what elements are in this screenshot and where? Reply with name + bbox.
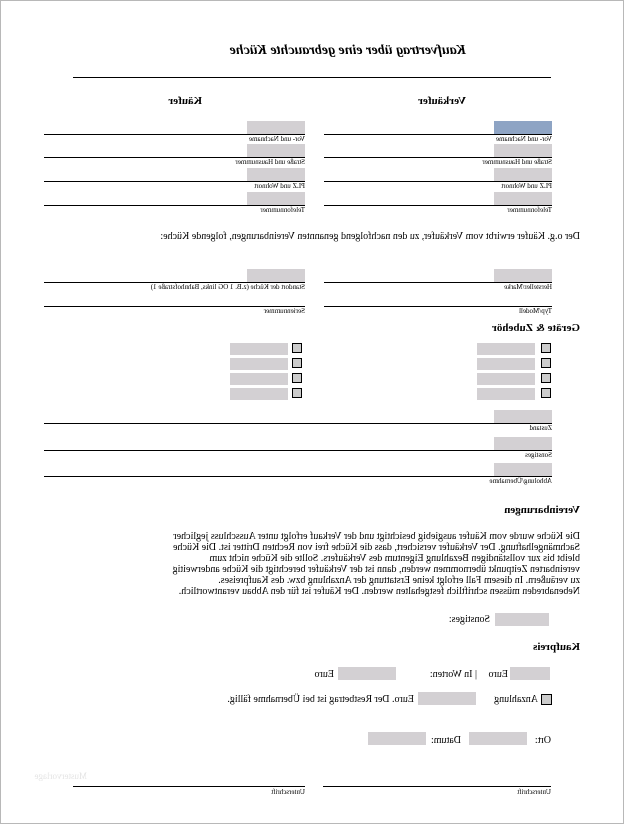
deposit-label: Anzahlung xyxy=(494,694,538,705)
agreements-line-2: Sachmängelhaftung. Der Verkäufer versichert, dass die Küche frei von Rechten Dritter ist. Die Küche xyxy=(173,542,580,553)
buyer-name-input[interactable] xyxy=(247,121,305,134)
location-input[interactable] xyxy=(247,269,305,282)
appliance-input-2[interactable] xyxy=(477,358,535,370)
price-euro-label-2: Euro xyxy=(314,669,334,680)
appliance-checkbox-3[interactable] xyxy=(541,373,551,383)
appliance-checkbox-6[interactable] xyxy=(292,358,302,368)
agreements-line-1: Die Küche wurde vom Käufer ausgiebig besichtigt und der Verkauf erfolgt unter Ausschluss jeglicher xyxy=(173,531,580,542)
misc-label: Sonstiges xyxy=(525,451,552,459)
appliance-input-4[interactable] xyxy=(477,388,535,400)
condition-label: Zustand xyxy=(529,424,552,432)
buyer-street-label: Straße und Hausnummer xyxy=(235,158,305,166)
appliance-input-1[interactable] xyxy=(477,343,535,355)
appliance-input-3[interactable] xyxy=(477,373,535,385)
condition-input[interactable] xyxy=(494,410,552,423)
seller-street-input[interactable] xyxy=(494,144,552,157)
appliance-input-8[interactable] xyxy=(230,388,288,400)
price-euro-label: Euro xyxy=(488,669,508,680)
deposit-checkbox[interactable] xyxy=(541,694,552,705)
signature-left-label: Unterschrift xyxy=(517,788,551,796)
pickup-label: Abholung/Übernahme xyxy=(489,477,552,485)
seller-city-input[interactable] xyxy=(494,168,552,181)
seller-name-input[interactable] xyxy=(494,121,552,134)
appliance-checkbox-7[interactable] xyxy=(292,373,302,383)
pickup-input[interactable] xyxy=(494,463,552,476)
title-rule xyxy=(73,77,551,78)
appliance-input-5[interactable] xyxy=(230,343,288,355)
buyer-street-input[interactable] xyxy=(247,144,305,157)
location-label: Standort der Küche (z.B. 1 OG links, Bahnhofstraße 1) xyxy=(150,283,305,291)
place-label: Ort: xyxy=(534,735,551,746)
watermark: Mustervorlage xyxy=(34,771,87,781)
seller-phone-label: Telefonnummer xyxy=(507,206,552,214)
manufacturer-label: Hersteller/Marke xyxy=(504,283,552,291)
signature-right-label: Unterschrift xyxy=(271,788,305,796)
signature-right-line xyxy=(73,786,305,787)
appliance-input-6[interactable] xyxy=(230,358,288,370)
manufacturer-input[interactable] xyxy=(494,269,552,282)
agreements-misc-label: Sonstiges: xyxy=(448,614,490,625)
appliance-checkbox-2[interactable] xyxy=(541,358,551,368)
buyer-city-input[interactable] xyxy=(247,168,305,181)
price-amount-input[interactable] xyxy=(510,667,550,680)
appliance-input-7[interactable] xyxy=(230,373,288,385)
seller-heading: Verkäufer xyxy=(418,95,466,107)
date-input[interactable] xyxy=(368,732,426,745)
agreements-line-5: zu veräußern. In diesem Fall erfolgt keine Erstattung der Anzahlung bzw. des Kaufpreises. xyxy=(218,575,580,586)
deposit-amount-input[interactable] xyxy=(418,692,476,705)
agreements-misc-input[interactable] xyxy=(495,613,549,626)
seller-street-label: Straße und Hausnummer xyxy=(482,158,552,166)
appliance-checkbox-8[interactable] xyxy=(292,388,302,398)
place-input[interactable] xyxy=(469,732,527,745)
deposit-suffix: Euro. Der Restbetrag ist bei Übernahme fällig. xyxy=(227,694,414,705)
mirrored-document xyxy=(1,1,623,823)
signature-left-line xyxy=(323,786,551,787)
seller-city-label: PLZ und Wohnort xyxy=(501,182,552,190)
intro-text: Der o.g. Käufer erwirbt vom Verkäufer, zu den nachfolgend genannten Vereinbarungen, folgende Küche: xyxy=(160,231,580,242)
appliance-checkbox-5[interactable] xyxy=(292,343,302,353)
price-in-words-label: | In Worten: xyxy=(429,669,477,680)
serial-label: Seriennummer xyxy=(263,307,305,315)
buyer-city-label: PLZ und Wohnort xyxy=(254,182,305,190)
buyer-phone-label: Telefonnummer xyxy=(260,206,305,214)
misc-input[interactable] xyxy=(494,437,552,450)
agreements-line-4: vereinbarten Zeitpunkt übernommen werden, dann ist der Verkäufer berechtigt die Küche anderweitig xyxy=(172,564,580,575)
appliance-checkbox-4[interactable] xyxy=(541,388,551,398)
date-label: Datum: xyxy=(431,735,461,746)
buyer-heading: Käufer xyxy=(168,95,202,107)
page-title: Kaufvertrag über eine gebrauchte Küche xyxy=(229,43,466,58)
buyer-phone-input[interactable] xyxy=(247,192,305,205)
seller-name-label: Vor- und Nachname xyxy=(495,135,552,143)
price-heading: Kaufpreis xyxy=(533,641,580,653)
agreements-line-6: Nebenabreden müssen schriftlich festgehalten werden. Der Käufer ist für den Abbau verantwortlich. xyxy=(178,586,580,597)
price-words-input[interactable] xyxy=(338,667,396,680)
agreements-heading: Vereinbarungen xyxy=(504,504,580,516)
seller-phone-input[interactable] xyxy=(494,192,552,205)
appliance-checkbox-1[interactable] xyxy=(541,343,551,353)
appliances-heading: Geräte & Zubehör xyxy=(492,322,580,334)
type-label: Typ/Modell xyxy=(519,307,552,315)
agreements-line-3: bleibt bis zur vollständigen Bezahlung Eigentum des Verkäufers. Sollte die Küche nicht zum xyxy=(209,553,580,564)
buyer-name-label: Vor- und Nachname xyxy=(248,135,305,143)
agreements-paragraph xyxy=(44,531,580,597)
